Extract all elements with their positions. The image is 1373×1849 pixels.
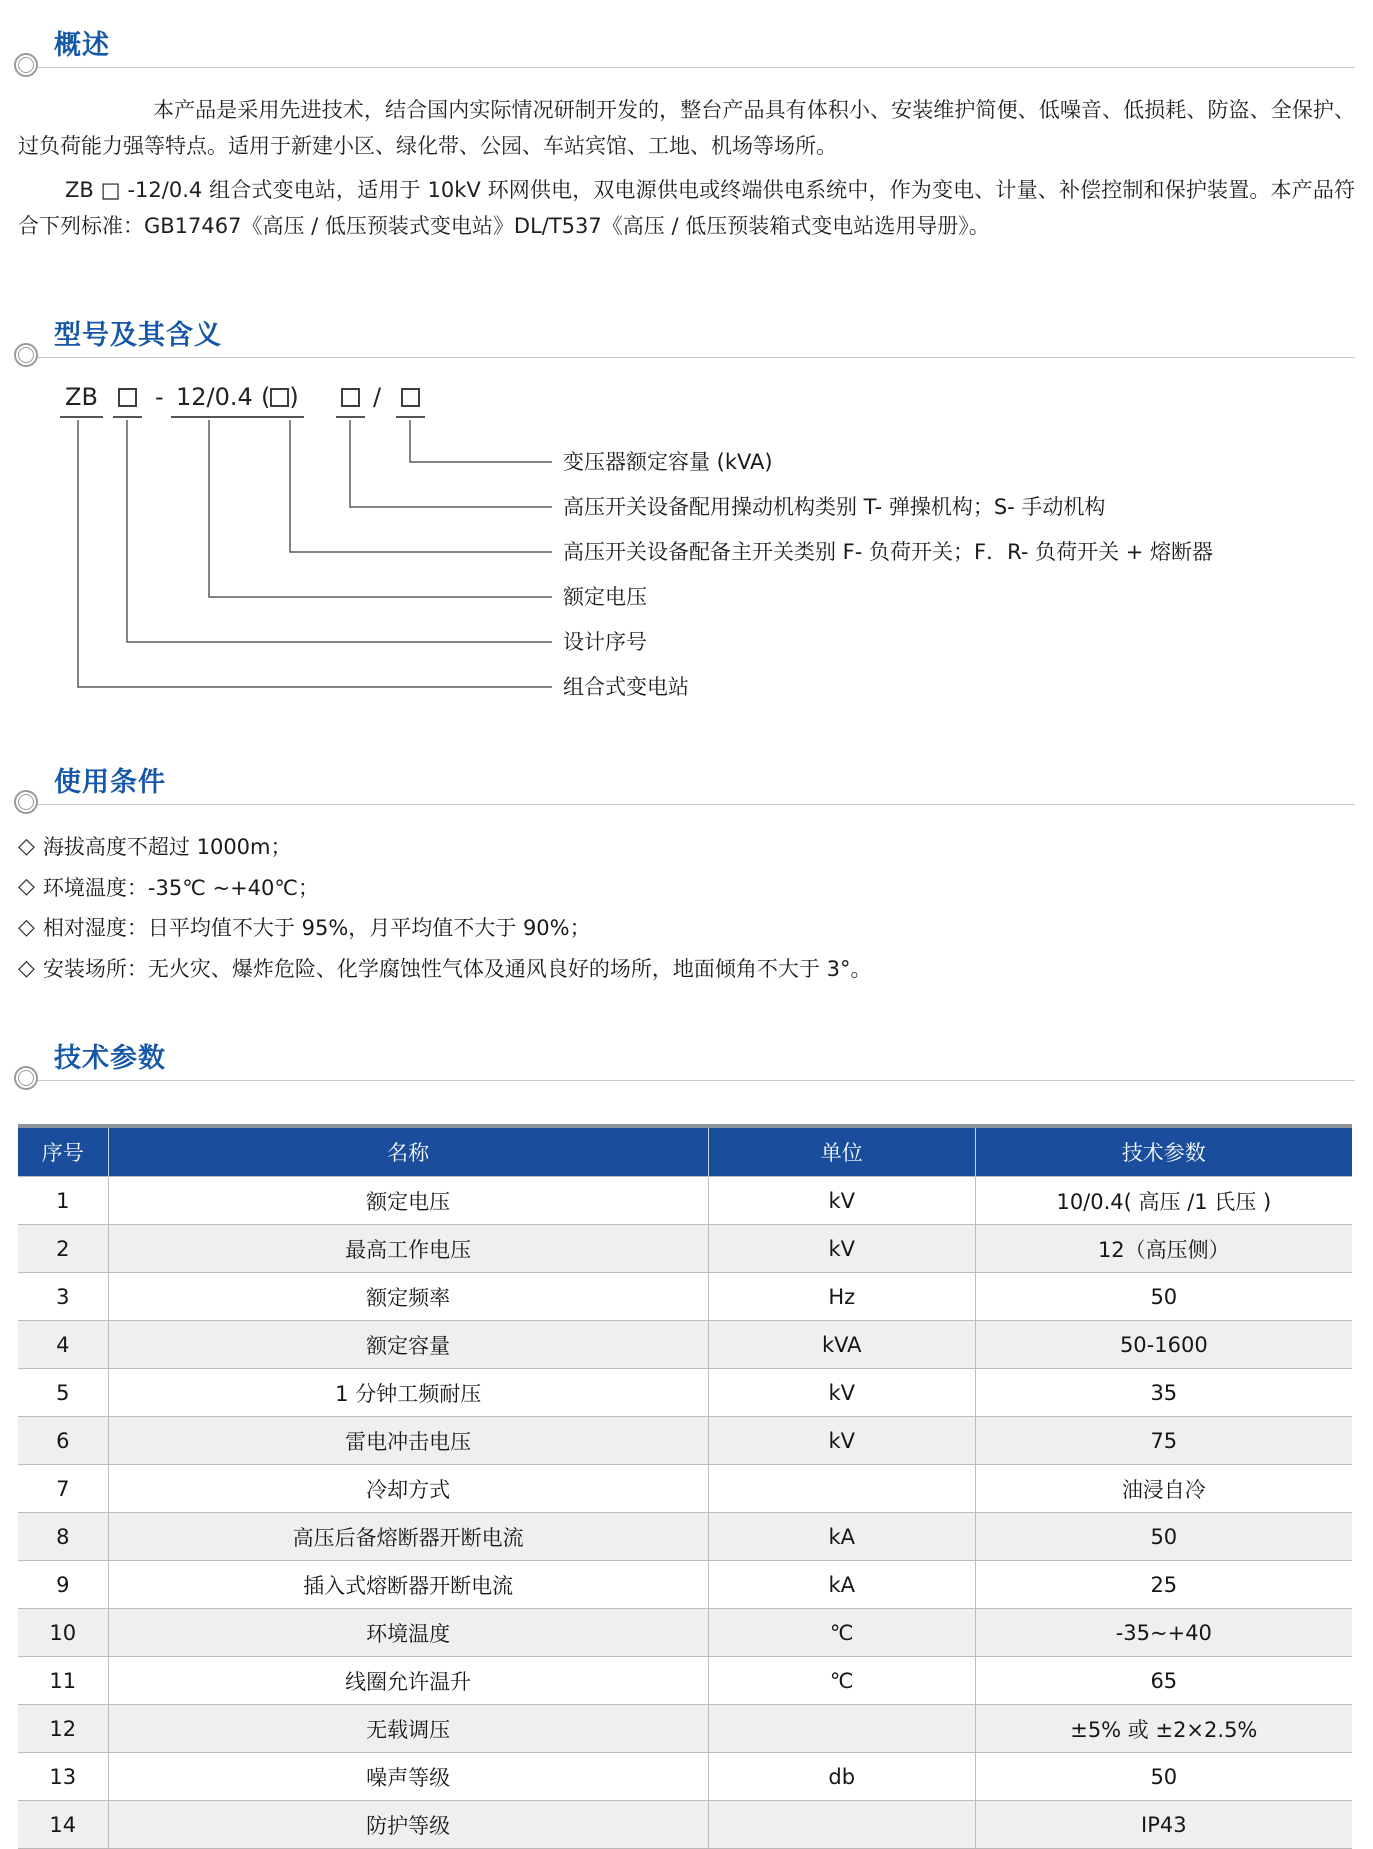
empty-box-glyph (270, 388, 289, 407)
cell-value: 油浸自冷 (975, 1465, 1352, 1513)
model-code-box-token (336, 383, 365, 418)
table-row (18, 1801, 1352, 1849)
section-ring-icon (14, 790, 38, 814)
section-title-parameters: 技术参数 (54, 1043, 166, 1074)
cell-index: 1 (18, 1177, 108, 1225)
cell-name: 额定容量 (108, 1321, 708, 1369)
cell-value: 50 (975, 1753, 1352, 1801)
cell-index: 8 (18, 1513, 108, 1561)
model-code-label: 组合式变电站 (563, 675, 689, 699)
cell-name: 无载调压 (108, 1705, 708, 1753)
cell-index: 10 (18, 1609, 108, 1657)
condition-text: 环境温度：-35℃ ~+40℃； (42, 875, 319, 900)
parameters-table (18, 1124, 1352, 1849)
table-row (18, 1177, 1352, 1225)
condition-item (18, 907, 1355, 948)
cell-unit: kA (708, 1513, 975, 1561)
cell-value: -35~+40 (975, 1609, 1352, 1657)
cell-index: 9 (18, 1561, 108, 1609)
cell-unit: kV (708, 1417, 975, 1465)
cell-value: ±5% 或 ±2×2.5% (975, 1705, 1352, 1753)
section-rule (38, 67, 1355, 68)
model-code-label: 高压开关设备配备主开关类别 F- 负荷开关；F．R- 负荷开关 + 熔断器 (563, 540, 1214, 564)
condition-text: 相对湿度：日平均值不大于 95%，月平均值不大于 90%； (42, 916, 591, 941)
column-header-name: 名称 (108, 1126, 708, 1177)
cell-name: 噪声等级 (108, 1753, 708, 1801)
section-rule (38, 357, 1355, 358)
cell-index: 7 (18, 1465, 108, 1513)
model-code-box-token (113, 383, 142, 418)
cell-index: 3 (18, 1273, 108, 1321)
cell-name: 1 分钟工频耐压 (108, 1369, 708, 1417)
cell-value: 50 (975, 1273, 1352, 1321)
cell-name: 冷却方式 (108, 1465, 708, 1513)
cell-value: 12（高压侧） (975, 1225, 1352, 1273)
table-row (18, 1609, 1352, 1657)
section-ring-icon (14, 343, 38, 367)
section-title-overview: 概述 (54, 30, 110, 61)
model-code-text-token: / (373, 383, 382, 411)
parameters-table-header (18, 1126, 1352, 1177)
cell-unit: kV (708, 1369, 975, 1417)
column-header-unit: 单位 (708, 1126, 975, 1177)
cell-unit: kV (708, 1225, 975, 1273)
model-code-paren-box-token: ( ) (256, 383, 304, 418)
cell-value: IP43 (975, 1801, 1352, 1849)
table-row (18, 1273, 1352, 1321)
cell-unit (708, 1801, 975, 1849)
cell-value: 65 (975, 1657, 1352, 1705)
section-ring-icon (14, 1066, 38, 1090)
condition-text: 安装场所：无火灾、爆炸危险、化学腐蚀性气体及通风良好的场所，地面倾角不大于 3°。 (42, 957, 872, 982)
table-row (18, 1417, 1352, 1465)
cell-value: 35 (975, 1369, 1352, 1417)
section-rule (38, 804, 1355, 805)
section-rule (38, 1080, 1355, 1081)
cell-unit: db (708, 1753, 975, 1801)
cell-name: 环境温度 (108, 1609, 708, 1657)
cell-unit: Hz (708, 1273, 975, 1321)
condition-item (18, 948, 1355, 989)
cell-value: 75 (975, 1417, 1352, 1465)
model-code-text-token: - (155, 383, 164, 411)
cell-name: 防护等级 (108, 1801, 708, 1849)
cell-index: 11 (18, 1657, 108, 1705)
table-row (18, 1321, 1352, 1369)
cell-unit: kA (708, 1561, 975, 1609)
cell-name: 高压后备熔断器开断电流 (108, 1513, 708, 1561)
model-code-label: 额定电压 (563, 585, 647, 609)
diamond-bullet-icon: ◇ (18, 833, 35, 859)
empty-box-glyph (401, 388, 420, 407)
cell-index: 5 (18, 1369, 108, 1417)
cell-unit (708, 1705, 975, 1753)
cell-name: 雷电冲击电压 (108, 1417, 708, 1465)
model-code-text-token: 12/0.4 (171, 383, 258, 418)
model-code-text-token: ZB (60, 383, 103, 418)
cell-unit: kVA (708, 1321, 975, 1369)
table-row (18, 1225, 1352, 1273)
section-ring-icon (14, 53, 38, 77)
diamond-bullet-icon: ◇ (18, 955, 35, 981)
diamond-bullet-icon: ◇ (18, 874, 35, 900)
model-code-label: 高压开关设备配用操动机构类别 T- 弹操机构；S- 手动机构 (563, 495, 1106, 519)
model-code-label: 变压器额定容量 (kVA) (563, 450, 773, 474)
cell-value: 50 (975, 1513, 1352, 1561)
cell-index: 13 (18, 1753, 108, 1801)
empty-box-glyph (118, 388, 137, 407)
table-row (18, 1513, 1352, 1561)
model-code-box-token (396, 383, 425, 418)
cell-name: 最高工作电压 (108, 1225, 708, 1273)
cell-name: 额定电压 (108, 1177, 708, 1225)
condition-text: 海拔高度不超过 1000m； (42, 835, 292, 860)
conditions-list (18, 826, 1355, 988)
cell-name: 额定频率 (108, 1273, 708, 1321)
cell-value: 10/0.4( 高压 /1 氏压 ) (975, 1177, 1352, 1225)
section-title-conditions: 使用条件 (54, 767, 166, 798)
overview-paragraph-2: ZB □ -12/0.4 组合式变电站，适用于 10kV 环网供电，双电源供电或终端供电系统中，作为变电、计量、补偿控制和保护装置。本产品符合下列标准：GB17467《高压 / 低压预装式变电站》DL/T537《高压 / 低压预装箱式变电站选用导册》。 (18, 178, 1355, 238)
model-code-label: 设计序号 (563, 630, 647, 654)
diamond-bullet-icon: ◇ (18, 914, 35, 940)
cell-unit: ℃ (708, 1657, 975, 1705)
model-code-diagram-lines (0, 418, 560, 710)
cell-index: 14 (18, 1801, 108, 1849)
cell-index: 12 (18, 1705, 108, 1753)
table-row (18, 1657, 1352, 1705)
cell-unit: ℃ (708, 1609, 975, 1657)
cell-index: 2 (18, 1225, 108, 1273)
condition-item (18, 826, 1355, 867)
cell-index: 6 (18, 1417, 108, 1465)
cell-value: 50-1600 (975, 1321, 1352, 1369)
cell-value: 25 (975, 1561, 1352, 1609)
cell-unit (708, 1465, 975, 1513)
column-header-index: 序号 (18, 1126, 108, 1177)
empty-box-glyph (341, 388, 360, 407)
table-row (18, 1369, 1352, 1417)
table-row (18, 1753, 1352, 1801)
cell-name: 线圈允许温升 (108, 1657, 708, 1705)
condition-item (18, 867, 1355, 908)
table-row (18, 1561, 1352, 1609)
overview-paragraph-1: 本产品是采用先进技术，结合国内实际情况研制开发的，整台产品具有体积小、安装维护简便、低噪音、低损耗、防盗、全保护、过负荷能力强等特点。适用于新建小区、绿化带、公园、车站宾馆、工地、机场等场所。 (18, 98, 1355, 158)
section-title-model: 型号及其含义 (54, 320, 222, 351)
table-row (18, 1705, 1352, 1753)
cell-name: 插入式熔断器开断电流 (108, 1561, 708, 1609)
overview-paragraphs (18, 92, 1355, 244)
column-header-value: 技术参数 (975, 1126, 1352, 1177)
table-row (18, 1465, 1352, 1513)
cell-index: 4 (18, 1321, 108, 1369)
parameters-table-body (18, 1177, 1352, 1849)
cell-unit: kV (708, 1177, 975, 1225)
